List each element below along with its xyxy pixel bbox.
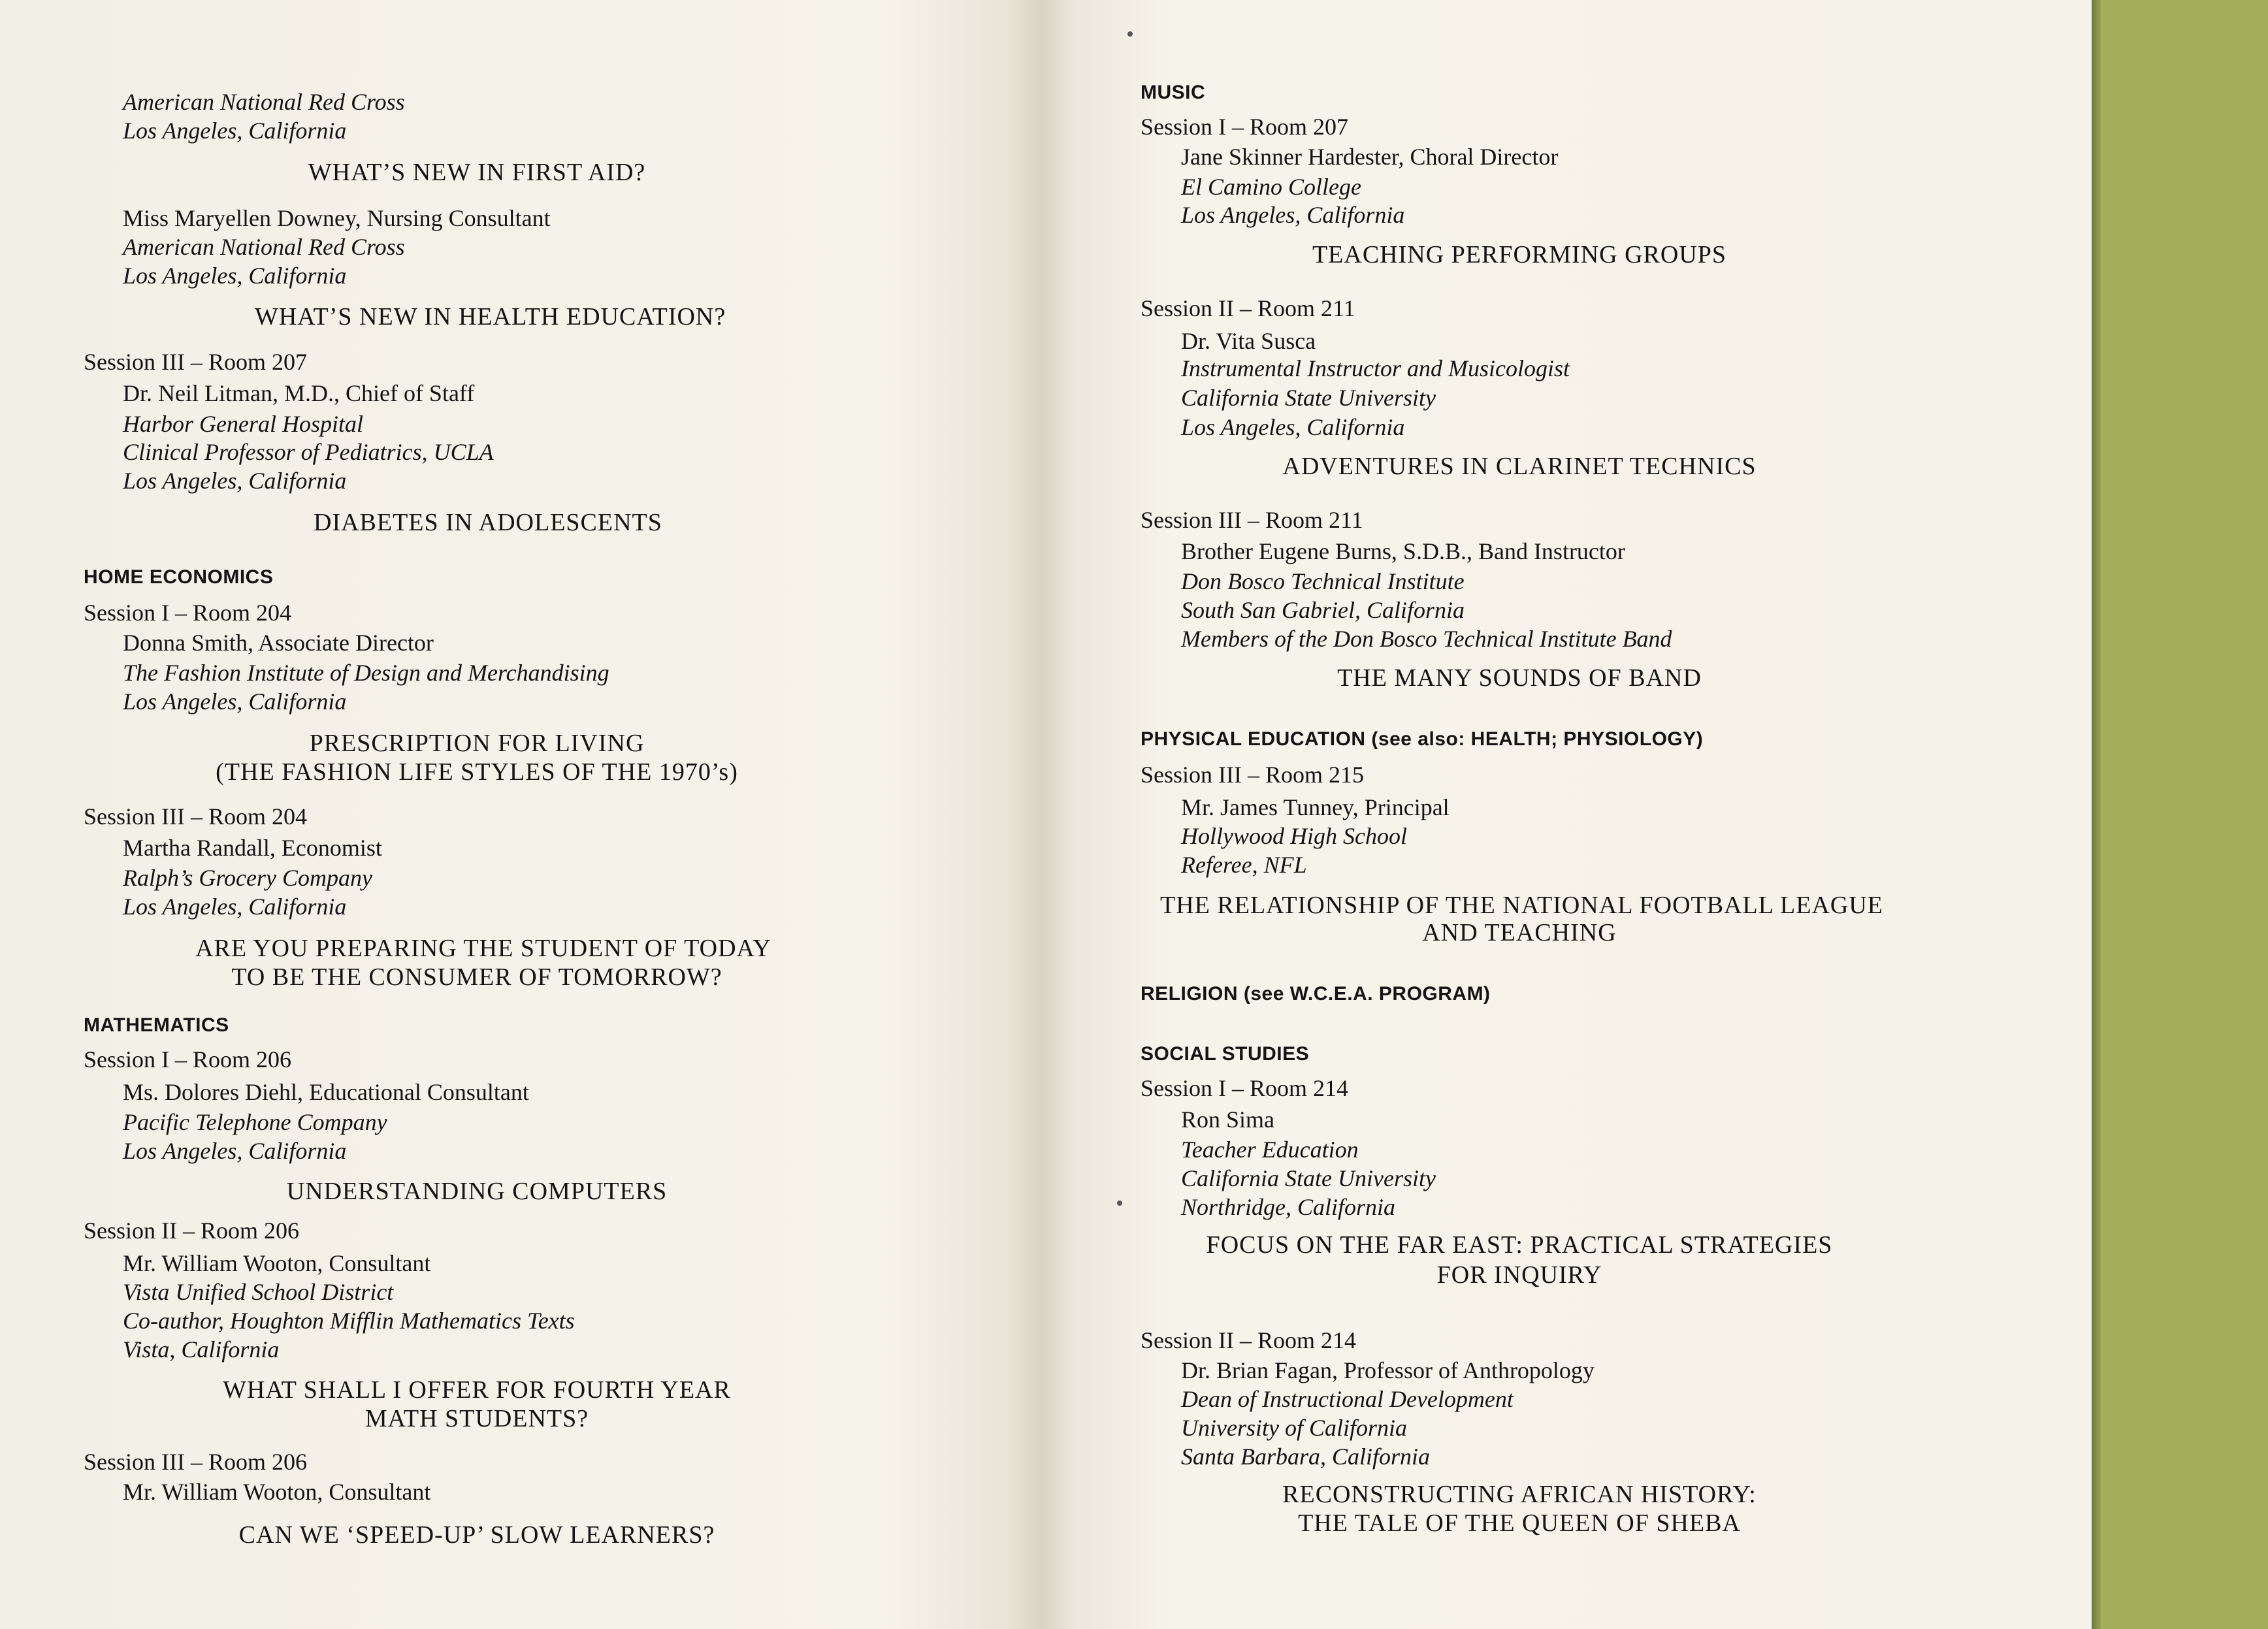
presenter-name: Dr. Vita Susca bbox=[1181, 328, 1316, 354]
ink-dot bbox=[1127, 31, 1133, 37]
affiliation-line: Vista, California bbox=[123, 1336, 280, 1363]
affiliation-line: Santa Barbara, California bbox=[1181, 1444, 1431, 1470]
ink-dot bbox=[1117, 1201, 1122, 1206]
green-cover-edge bbox=[2092, 0, 2268, 1629]
affiliation-line: Harbor General Hospital bbox=[123, 411, 363, 437]
session-room: Session I – Room 204 bbox=[84, 600, 292, 626]
affiliation-line: South San Gabriel, California bbox=[1181, 597, 1465, 623]
session-room: Session II – Room 206 bbox=[84, 1218, 300, 1244]
affiliation-line: Los Angeles, California bbox=[123, 468, 347, 494]
presenter-name: Martha Randall, Economist bbox=[123, 835, 382, 861]
presenter-name: Brother Eugene Burns, S.D.B., Band Instructor bbox=[1181, 538, 1625, 564]
section-heading: RELIGION (see W.C.E.A. PROGRAM) bbox=[1141, 983, 1491, 1005]
affiliation-line: Referee, NFL bbox=[1181, 852, 1307, 878]
section-heading: MATHEMATICS bbox=[84, 1014, 229, 1036]
session-title: (THE FASHION LIFE STYLES OF THE 1970’s) bbox=[216, 758, 738, 786]
affiliation-line: Los Angeles, California bbox=[1181, 414, 1405, 440]
affiliation-line: Ralph’s Grocery Company bbox=[123, 865, 372, 891]
affiliation-line: El Camino College bbox=[1181, 174, 1361, 200]
session-title: THE MANY SOUNDS OF BAND bbox=[1337, 664, 1702, 692]
affiliation-line: California State University bbox=[1181, 1165, 1436, 1191]
session-room: Session I – Room 214 bbox=[1141, 1075, 1349, 1101]
affiliation-line: California State University bbox=[1181, 385, 1436, 411]
right-page bbox=[1043, 0, 2092, 1629]
presenter-name: Mr. William Wooton, Consultant bbox=[123, 1250, 431, 1276]
affiliation-line: Los Angeles, California bbox=[123, 688, 347, 715]
session-title: PRESCRIPTION FOR LIVING bbox=[309, 730, 645, 757]
session-title: CAN WE ‘SPEED-UP’ SLOW LEARNERS? bbox=[238, 1521, 715, 1549]
session-title: MATH STUDENTS? bbox=[364, 1405, 589, 1432]
session-room: Session III – Room 211 bbox=[1141, 507, 1363, 533]
affiliation-line: Northridge, California bbox=[1181, 1194, 1396, 1220]
session-room: Session III – Room 204 bbox=[84, 803, 307, 830]
section-heading: SOCIAL STUDIES bbox=[1141, 1043, 1310, 1065]
session-room: Session II – Room 211 bbox=[1141, 295, 1355, 321]
session-title: RECONSTRUCTING AFRICAN HISTORY: bbox=[1282, 1481, 1757, 1508]
session-title: FOCUS ON THE FAR EAST: PRACTICAL STRATEGIES bbox=[1206, 1231, 1833, 1259]
presenter-name: Miss Maryellen Downey, Nursing Consultant bbox=[123, 205, 551, 231]
affiliation-line: Clinical Professor of Pediatrics, UCLA bbox=[123, 439, 494, 465]
affiliation-line: Los Angeles, California bbox=[123, 118, 347, 144]
affiliation-line: Instrumental Instructor and Musicologist bbox=[1181, 355, 1570, 381]
session-title: TO BE THE CONSUMER OF TOMORROW? bbox=[231, 963, 722, 991]
affiliation-line: Pacific Telephone Company bbox=[123, 1109, 387, 1135]
affiliation-line: Dean of Instructional Development bbox=[1181, 1386, 1514, 1412]
session-room: Session I – Room 206 bbox=[84, 1046, 292, 1073]
session-title: THE TALE OF THE QUEEN OF SHEBA bbox=[1298, 1509, 1741, 1537]
session-title: FOR INQUIRY bbox=[1436, 1261, 1602, 1289]
presenter-name: Dr. Neil Litman, M.D., Chief of Staff bbox=[123, 380, 475, 406]
affiliation-line: The Fashion Institute of Design and Merchandising bbox=[123, 660, 609, 686]
left-page bbox=[0, 0, 1043, 1629]
affiliation-line: Los Angeles, California bbox=[123, 263, 347, 289]
affiliation-line: Co-author, Houghton Mifflin Mathematics Texts bbox=[123, 1308, 575, 1334]
presenter-name: Donna Smith, Associate Director bbox=[123, 630, 434, 656]
session-title: WHAT’S NEW IN FIRST AID? bbox=[308, 159, 646, 186]
session-room: Session III – Room 215 bbox=[1141, 762, 1364, 788]
affiliation-line: University of California bbox=[1181, 1415, 1407, 1441]
affiliation-line: Los Angeles, California bbox=[1181, 202, 1405, 228]
section-heading: PHYSICAL EDUCATION (see also: HEALTH; PHYSIOLOGY) bbox=[1141, 728, 1704, 750]
presenter-name: Mr. William Wooton, Consultant bbox=[123, 1479, 431, 1505]
session-room: Session III – Room 207 bbox=[84, 349, 307, 375]
session-title: WHAT SHALL I OFFER FOR FOURTH YEAR bbox=[223, 1376, 731, 1404]
session-title: UNDERSTANDING COMPUTERS bbox=[286, 1178, 668, 1205]
session-title: DIABETES IN ADOLESCENTS bbox=[314, 509, 662, 536]
affiliation-line: Los Angeles, California bbox=[123, 894, 347, 920]
session-title: TEACHING PERFORMING GROUPS bbox=[1312, 241, 1727, 268]
presenter-name: Jane Skinner Hardester, Choral Director bbox=[1181, 144, 1559, 170]
session-room: Session III – Room 206 bbox=[84, 1449, 307, 1475]
session-title: THE RELATIONSHIP OF THE NATIONAL FOOTBALL LEAGUE bbox=[1160, 892, 1883, 919]
presenter-name: Mr. James Tunney, Principal bbox=[1181, 794, 1450, 820]
affiliation-line: Vista Unified School District bbox=[123, 1279, 394, 1305]
session-room: Session I – Room 207 bbox=[1141, 114, 1349, 140]
affiliation-line: American National Red Cross bbox=[123, 89, 405, 115]
section-heading: MUSIC bbox=[1141, 82, 1206, 103]
affiliation-line: Members of the Don Bosco Technical Institute Band bbox=[1181, 626, 1672, 652]
session-title: WHAT’S NEW IN HEALTH EDUCATION? bbox=[255, 303, 726, 331]
affiliation-line: Don Bosco Technical Institute bbox=[1181, 568, 1465, 594]
presenter-name: Ron Sima bbox=[1181, 1106, 1275, 1133]
session-room: Session II – Room 214 bbox=[1141, 1327, 1357, 1353]
section-heading: HOME ECONOMICS bbox=[84, 566, 274, 588]
affiliation-line: Teacher Education bbox=[1181, 1137, 1359, 1163]
affiliation-line: Hollywood High School bbox=[1181, 823, 1407, 849]
affiliation-line: American National Red Cross bbox=[123, 234, 405, 260]
presenter-name: Dr. Brian Fagan, Professor of Anthropology bbox=[1181, 1357, 1595, 1383]
session-title: ARE YOU PREPARING THE STUDENT OF TODAY bbox=[195, 935, 771, 962]
session-title: AND TEACHING bbox=[1422, 919, 1617, 946]
affiliation-line: Los Angeles, California bbox=[123, 1138, 347, 1164]
presenter-name: Ms. Dolores Diehl, Educational Consultant bbox=[123, 1079, 529, 1105]
session-title: ADVENTURES IN CLARINET TECHNICS bbox=[1282, 453, 1757, 480]
